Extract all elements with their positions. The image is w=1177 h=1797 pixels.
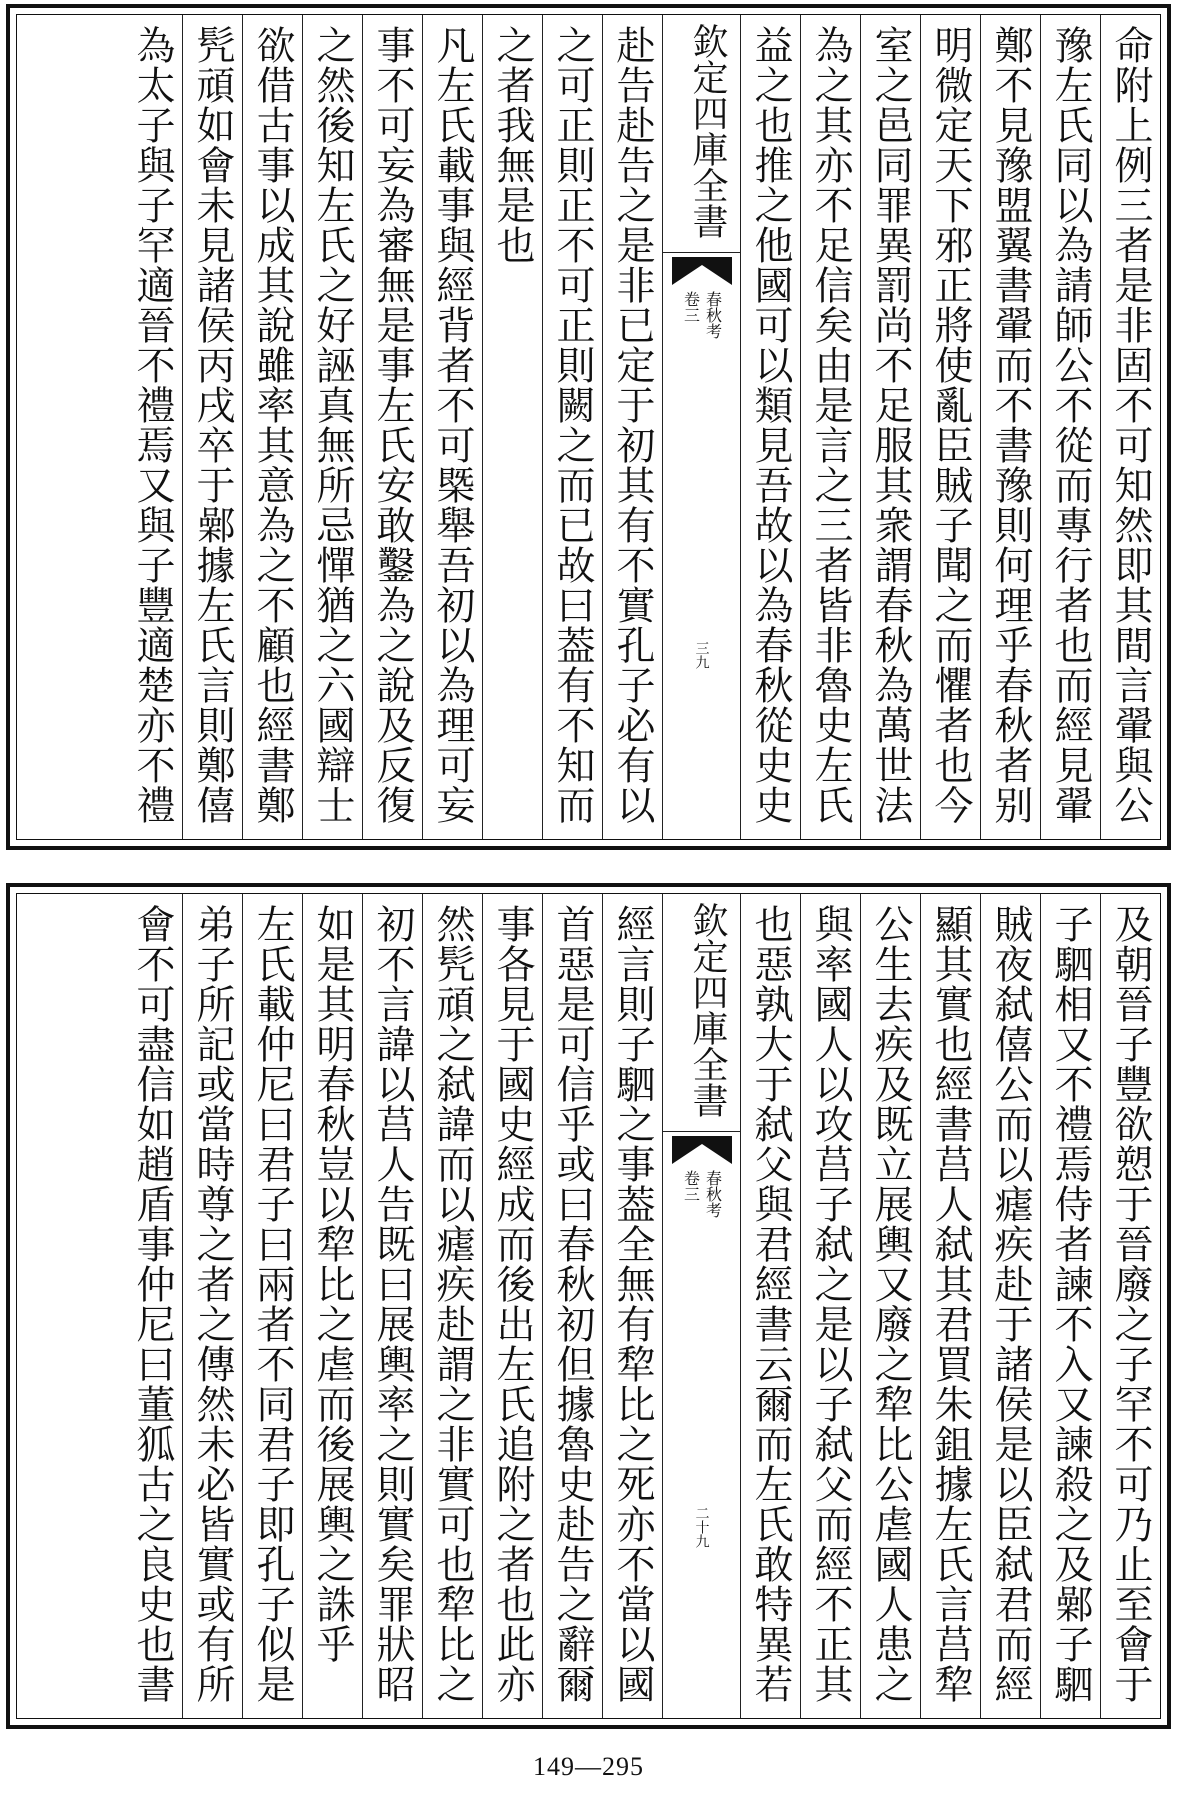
text-column: 之者我無是也	[482, 15, 542, 839]
text-column: 鄭不見豫盟翼書翬而不書豫則何理乎春秋者别	[980, 15, 1040, 839]
text-column: 左氏載仲尼曰君子曰兩者不同君子即孔子似是	[242, 894, 302, 1718]
gutter-subtitle	[682, 291, 722, 339]
text-column: 也惡孰大于弑父與君經書云爾而左氏敢特異若	[740, 894, 800, 1718]
text-column: 之可正則正不可正則闕之而已故曰葢有不知而	[542, 15, 602, 839]
text-column: 室之邑同罪異罰尚不足服其衆謂春秋為萬世法	[860, 15, 920, 839]
text-column: 事不可妄為審無是事左氏安敢鑿為之說及反復	[362, 15, 422, 839]
gutter-page-number: 三九	[693, 641, 710, 669]
gutter-title: 欽定四庫全書	[663, 894, 740, 1132]
center-gutter	[662, 894, 740, 1718]
gutter-book-title: 春秋考	[703, 291, 723, 339]
text-column: 髠頑如會未見諸侯丙戌卒于鄵據左氏言則鄭僖	[182, 15, 242, 839]
text-column: 之然後知左氏之好誣真無所忌憚猶之六國辯士	[302, 15, 362, 839]
text-column: 顯其實也經書莒人弑其君買朱鉏據左氏言莒犂	[920, 894, 980, 1718]
text-column: 命附上例三者是非固不可知然即其間言翬與公	[1100, 15, 1160, 839]
text-column: 及朝晉子豐欲愬于晉廢之子罕不可乃止至會于	[1100, 894, 1160, 1718]
text-column: 會不可盡信如趙盾事仲尼曰董狐古之良史也書	[130, 904, 175, 1704]
text-column: 欲借古事以成其說雖率其意為之不顧也經書鄭	[242, 15, 302, 839]
center-gutter	[662, 15, 740, 839]
text-column: 如是其明春秋豈以犂比之虐而後展輿之誅乎	[302, 894, 362, 1718]
text-column: 事各見于國史經成而後出左氏追附之者也此亦	[482, 894, 542, 1718]
gutter-title: 欽定四庫全書	[663, 15, 740, 253]
upper-page-columns	[16, 14, 1161, 840]
gutter-page-number: 二十九	[693, 1506, 710, 1548]
text-column: 為之其亦不足信矣由是言之三者皆非魯史左氏	[800, 15, 860, 839]
text-column: 明微定天下邪正將使亂臣賊子聞之而懼者也今	[920, 15, 980, 839]
gutter-volume: 卷三	[681, 1170, 701, 1202]
page-footer-number: 149—295	[533, 1752, 644, 1781]
text-column: 與率國人以攻莒子弑之是以子弑父而經不正其	[800, 894, 860, 1718]
text-column: 豫左氏同以為請師公不從而專行者也而經見翬	[1040, 15, 1100, 839]
upper-page	[6, 4, 1171, 850]
gutter-volume: 卷三	[681, 291, 701, 323]
gutter-book-title: 春秋考	[703, 1170, 723, 1218]
text-column: 公生去疾及既立展輿又廢之犂比公虐國人患之	[860, 894, 920, 1718]
gutter-subtitle	[682, 1170, 722, 1218]
fish-tail-mark-icon	[672, 257, 732, 285]
text-column: 弟子所記或當時尊之者之傳然未必皆實或有所	[182, 894, 242, 1718]
text-column: 經言則子駟之事葢全無有犂比之死亦不當以國	[602, 894, 662, 1718]
text-column: 赴告赴告之是非已定于初其有不實孔子必有以	[602, 15, 662, 839]
text-column: 首惡是可信乎或曰春秋初但據魯史赴告之辭爾	[542, 894, 602, 1718]
lower-page	[6, 883, 1171, 1729]
text-column: 益之也推之他國可以類見吾故以為春秋從史史	[740, 15, 800, 839]
text-column: 初不言諱以莒人告既曰展輿率之則實矣罪狀昭	[362, 894, 422, 1718]
text-column: 凡左氏載事與經背者不可槩舉吾初以為理可妄	[422, 15, 482, 839]
lower-page-columns	[16, 893, 1161, 1719]
text-column: 為太子與子罕適晉不禮焉又與子豐適楚亦不禮	[130, 25, 175, 825]
text-column: 子駟相又不禮焉侍者諫不入又諫殺之及鄵子駟	[1040, 894, 1100, 1718]
fish-tail-mark-icon	[672, 1136, 732, 1164]
text-column: 然髠頑之弑諱而以瘧疾赴謂之非實可也犂比之	[422, 894, 482, 1718]
text-column: 賊夜弑僖公而以瘧疾赴于諸侯是以臣弑君而經	[980, 894, 1040, 1718]
